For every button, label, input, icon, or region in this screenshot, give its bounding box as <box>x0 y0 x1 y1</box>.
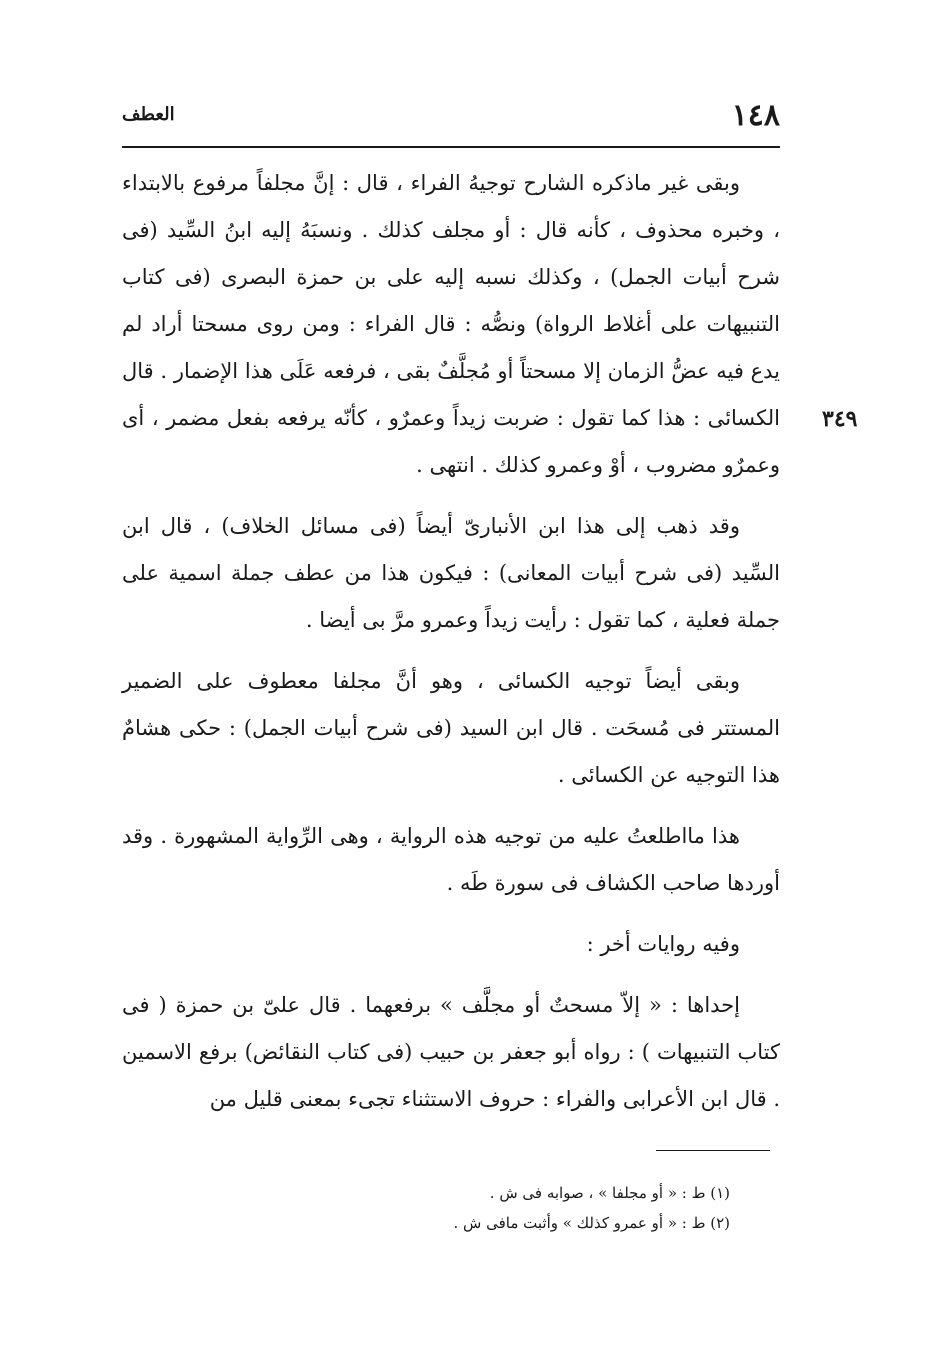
paragraph-5: وفيه روايات أخر : <box>586 932 740 956</box>
running-title: العطف <box>122 104 175 125</box>
paragraph-1: وبقى غير ماذكره الشارح توجيهُ الفراء ، قال : إنَّ مجلفاً مرفوع بالابتداء ، وخبره محذوف ، كأنه قال : أو مجلف كذلك . ونسبَهُ إليه ابنُ السِّيد (فى شرح أبيات الجمل) ، وكذلك نسبه إليه على بن حمزة البصرى (فى كتاب التنبيهات على أغلاط الرواة) ونصُّه : قال الفراء : ومن روى مسحتا أراد لم يدع فيه عضُّ الزمان إلا مسحتاً أو مُجلَّفٌ بقى ، فرفعه عَلَى هذا الإضمار . قال الكسائى : هذا كما تقول : ضربت زيداً وعمرٌو ، كأنّه يرفعه بفعل مضمر ، أى وعمرٌو مضروب ، أوْ وعمرو كذلك . انتهى . <box>122 171 780 477</box>
paragraph-3: وبقى أيضاً توجيه الكسائى ، وهو أنَّ مجلفا معطوف على الضمير المستتر فى مُسحَت . قال ابن السيد (فى شرح أبيات الجمل) : حكى هشامٌ هذا التوجيه عن الكسائى . <box>122 669 780 787</box>
footnote-1: (١) ط : « أو مجلفا » ، صوابه فى ش . <box>489 1184 730 1202</box>
header-rule <box>122 146 780 148</box>
body-text <box>122 160 780 1137</box>
paragraph-4: هذا مااطلعتُ عليه من توجيه هذه الرواية ، وهى الرِّواية المشهورة . وقد أوردها صاحب الكشاف فى سورة طَه . <box>122 824 780 895</box>
margin-reference-number: ٣٤٩ <box>822 406 858 432</box>
paragraph-2: وقد ذهب إلى هذا ابن الأنبارىّ أيضاً (فى مسائل الخلاف) ، قال ابن السِّيد (فى شرح أبيات المعانى) : فيكون هذا من عطف جملة اسمية على جملة فعلية ، كما تقول : رأيت زيداً وعمرو مرَّ بى أيضا . <box>122 514 780 632</box>
page-header <box>122 98 780 138</box>
page-number: ١٤٨ <box>731 98 780 133</box>
footnote-2: (٢) ط : « أو عمرو كذلك » وأثبت مافى ش . <box>453 1214 730 1232</box>
paragraph-6: إحداها : « إلاّ مسحتٌ أو مجلَّف » برفعهما . قال علىّ بن حمزة ( فى كتاب التنبيهات ) : رواه أبو جعفر بن حبيب (فى كتاب النقائض) برفع الاسمين . قال ابن الأعرابى والفراء : حروف الاستثناء تجىء بمعنى قليل من <box>122 993 780 1111</box>
footnote-rule <box>656 1150 770 1151</box>
footnotes <box>300 1178 730 1238</box>
